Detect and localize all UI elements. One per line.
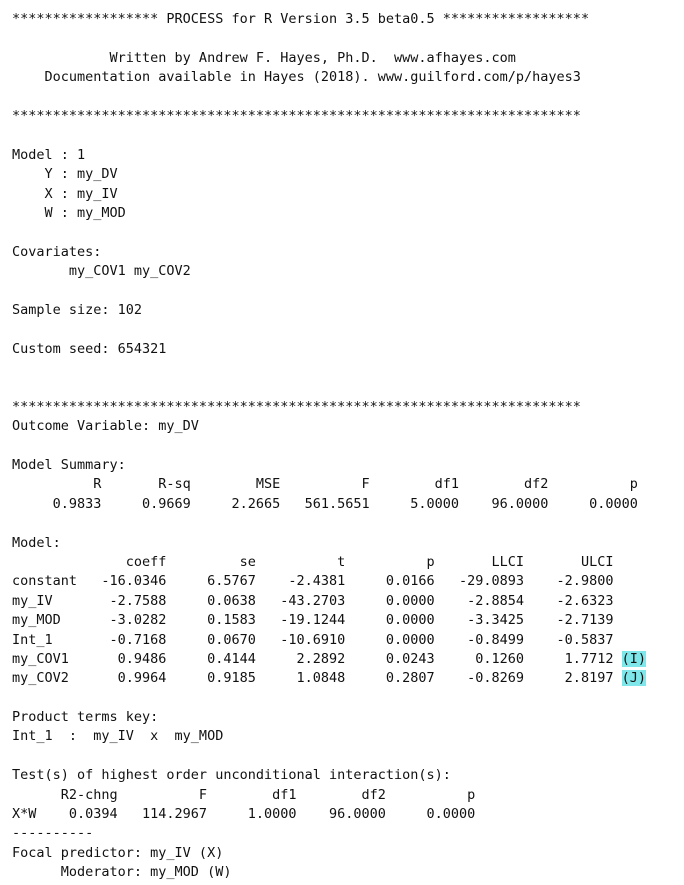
model-number: Model : 1 (12, 146, 86, 163)
model-summary-values: 0.9833 0.9669 2.2665 561.5651 5.0000 96.0000 0.0000 (12, 495, 638, 512)
model-label: Model: (12, 534, 61, 551)
y-variable: Y : my_DV (12, 166, 118, 183)
header-banner: ****************** PROCESS for R Version 3.5 beta0.5 ****************** (12, 11, 590, 27)
author-line: Written by Andrew F. Hayes, Ph.D. www.afhayes.com (12, 49, 516, 66)
blank-line (12, 359, 676, 378)
covariates-label: Covariates: (12, 243, 102, 260)
blank-line (12, 747, 676, 766)
blank-line (12, 223, 676, 242)
coef-table-header: coeff se t p LLCI ULCI (12, 553, 614, 570)
documentation-line: Documentation available in Hayes (2018). www.guilford.com/p/hayes3 (12, 69, 581, 86)
coef-row-text: my_MOD -3.0282 0.1583 -19.1244 0.0000 -3.3425 -2.7139 (12, 612, 614, 629)
blank-line (12, 281, 676, 300)
sample-size: Sample size: 102 (12, 301, 143, 318)
interaction-test-label: Test(s) of highest order unconditional interaction(s): (12, 767, 451, 784)
blank-line (12, 514, 676, 533)
x-variable: X : my_IV (12, 185, 118, 202)
coef-row-constant (12, 572, 676, 591)
coef-row-my-mod (12, 611, 676, 630)
product-terms-line: Int_1 : my_IV x my_MOD (12, 728, 224, 745)
blank-line (12, 88, 676, 107)
interaction-test-header: R2-chng F df1 df2 p (12, 786, 476, 803)
blank-line (12, 378, 676, 397)
model-summary-label: Model Summary: (12, 456, 126, 473)
interaction-test-row: X*W 0.0394 114.2967 1.0000 96.0000 0.0000 (12, 806, 476, 823)
coef-row-text: Int_1 -0.7168 0.0670 -10.6910 0.0000 -0.8499 -0.5837 (12, 631, 614, 648)
coef-row-my-cov1 (12, 650, 676, 669)
header-divider: ********************************************************************** (12, 107, 581, 124)
blank-line (12, 689, 676, 708)
covariates-list: my_COV1 my_COV2 (12, 263, 191, 280)
coef-row-my-cov2 (12, 669, 676, 688)
coef-row-int-1 (12, 631, 676, 650)
blank-line (12, 29, 676, 48)
blank-line (12, 126, 676, 145)
dash-divider: ---------- (12, 825, 94, 842)
custom-seed: Custom seed: 654321 (12, 340, 167, 357)
coef-row-text: my_IV -2.7588 0.0638 -43.2703 0.0000 -2.8854 -2.6323 (12, 592, 614, 609)
blank-line (12, 437, 676, 456)
annotation-tag-i: (I) (621, 650, 646, 667)
w-variable: W : my_MOD (12, 204, 126, 221)
moderator: Moderator: my_MOD (W) (12, 864, 232, 881)
process-output (12, 10, 676, 883)
model-summary-header: R R-sq MSE F df1 df2 p (12, 476, 638, 493)
annotation-tag-j: (J) (621, 670, 646, 687)
focal-predictor: Focal predictor: my_IV (X) (12, 844, 224, 861)
coef-row-text: my_COV2 0.9964 0.9185 1.0848 0.2807 -0.8269 2.8197 (12, 670, 622, 687)
coef-row-text: constant -16.0346 6.5767 -2.4381 0.0166 -29.0893 -2.9800 (12, 573, 614, 590)
outcome-divider: ********************************************************************** (12, 398, 581, 415)
coef-row-my-iv (12, 592, 676, 611)
product-terms-label: Product terms key: (12, 709, 159, 726)
outcome-variable: Outcome Variable: my_DV (12, 418, 199, 435)
coef-row-text: my_COV1 0.9486 0.4144 2.2892 0.0243 0.1260 1.7712 (12, 650, 622, 667)
blank-line (12, 320, 676, 339)
